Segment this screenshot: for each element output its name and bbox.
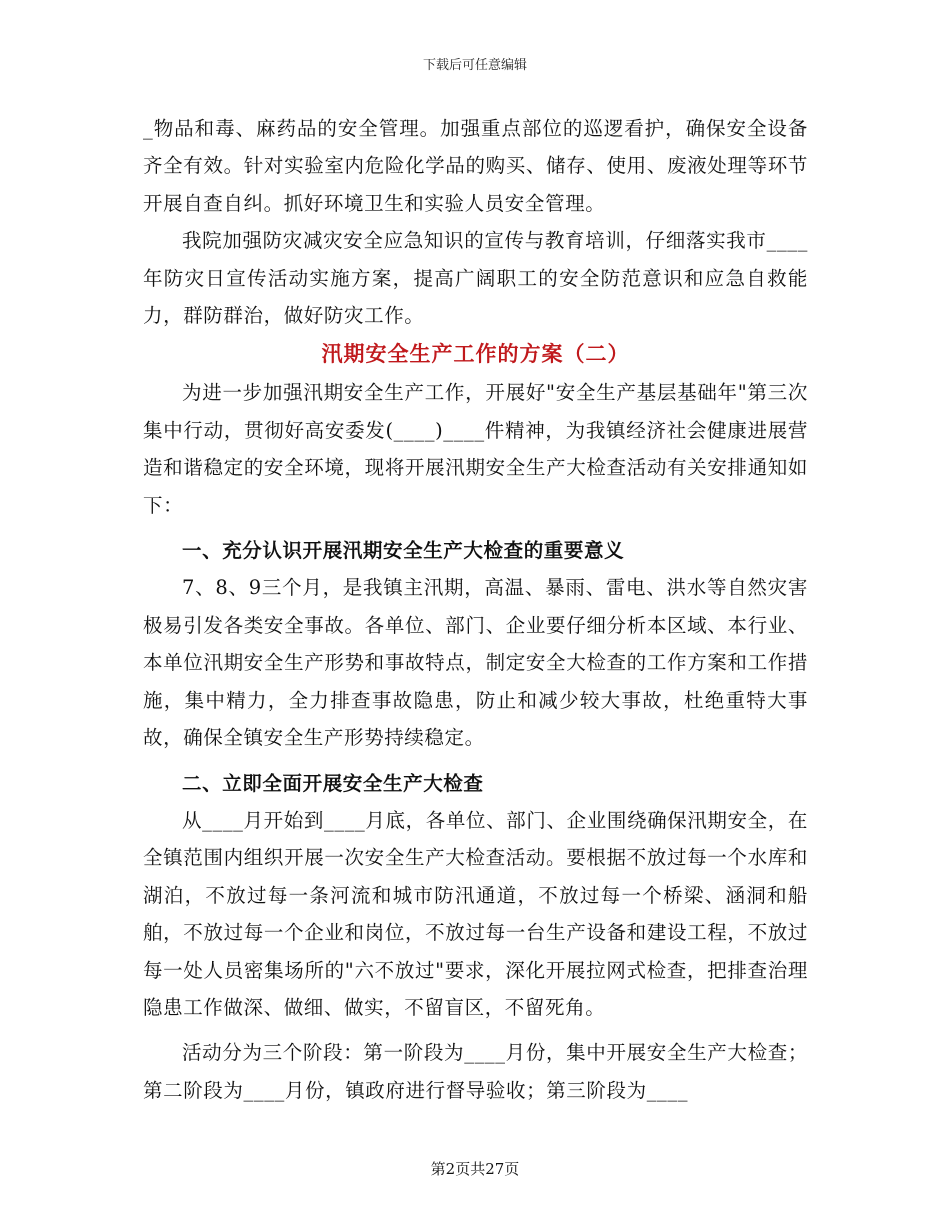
paragraph-section-2-b: 活动分为三个阶段：第一阶段为____月份，集中开展安全生产大检查；第二阶段为____月份，镇政府进行督导验收；第三阶段为____ [143, 1041, 808, 1102]
paragraph-disaster-prevention: 我院加强防灾减灾安全应急知识的宣传与教育培训，仔细落实我市____年防灾日宣传活动实施方案，提高广阔职工的安全防范意识和应急自救能力，群防群治，做好防灾工作。 [143, 229, 808, 328]
document-body [143, 110, 808, 1109]
header-note: 下载后可任意编辑 [422, 58, 527, 73]
paragraph-section-1: 7、8、9三个月，是我镇主汛期，高温、暴雨、雷电、洪水等自然灾害极易引发各类安全事故。各单位、部门、企业要仔细分析本区域、本行业、本单位汛期安全生产形势和事故特点，制定安全大检查的工作方案和工作措施，集中精力，全力排查事故隐患，防止和减少较大事故，杜绝重特大事故，确保全镇安全生产形势持续稳定。 [143, 576, 808, 750]
paragraph-continued: _物品和毒、麻药品的安全管理。加强重点部位的巡逻看护，确保安全设备齐全有效。针对实验室内危险化学品的购买、储存、使用、废液处理等环节开展自查自纠。抓好环境卫生和实验人员安全管理。 [143, 117, 808, 215]
paragraph-section-2-a: 从____月开始到____月底，各单位、部门、企业围绕确保汛期安全，在全镇范围内组织开展一次安全生产大检查活动。要根据不放过每一个水库和湖泊，不放过每一条河流和城市防汛通道，不放过每一个桥梁、涵洞和船舶，不放过每一个企业和岗位，不放过每一台生产设备和建设工程，不放过每一处人员密集场所的"六不放过"要求，深化开展拉网式检查，把排查治理隐患工作做深、做细、做实，不留盲区，不留死角。 [143, 808, 808, 1019]
heading-section-1: 一、充分认识开展汛期安全生产大检查的重要意义 [182, 539, 625, 563]
section-title: 汛期安全生产工作的方案（二） [321, 341, 630, 367]
page-number: 第2页共27页 [430, 1160, 520, 1178]
heading-section-2: 二、立即全面开展安全生产大检查 [182, 771, 484, 795]
paragraph-intro: 为进一步加强汛期安全生产工作，开展好"安全生产基层基础年"第三次集中行动，贯彻好高安委发(____)____件精神，为我镇经济社会健康进展营造和谐稳定的安全环境，现将开展汛期安全生产大检查活动有关安排通知如下： [143, 381, 808, 517]
